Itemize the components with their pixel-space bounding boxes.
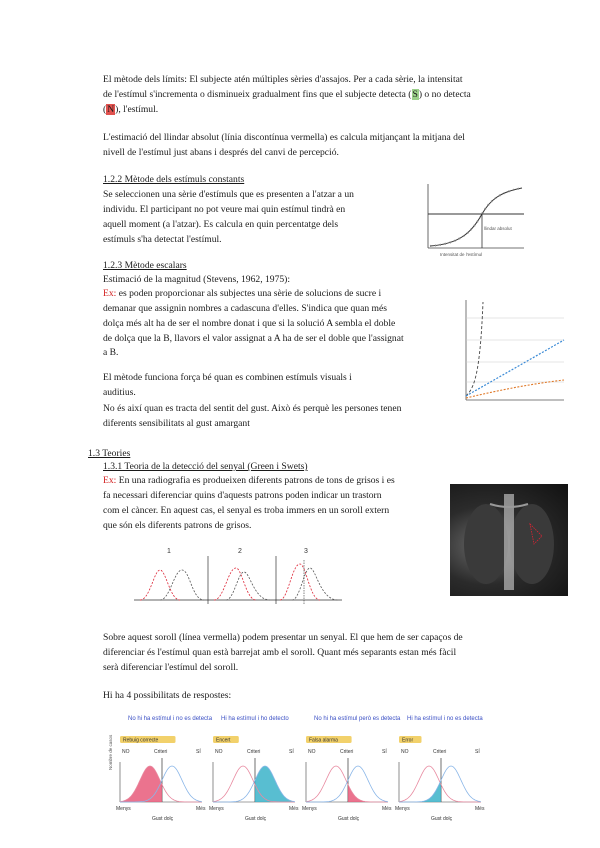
no-label: NO bbox=[308, 749, 316, 755]
theories-subheading: 1.3.1 Teoria de la detecció del senyal (Green i Swets) bbox=[103, 461, 308, 472]
constant-heading: 1.2.2 Mètode dels estímuls constants bbox=[103, 174, 245, 185]
intensity-label: Intensitat de l'estímul bbox=[440, 252, 483, 257]
handwritten-note: No hi ha estímul i no es detecta bbox=[128, 716, 213, 722]
sweet-axis-label: Gust dolç bbox=[245, 816, 267, 822]
constant-line-1: Se seleccionen una sèrie d'estímuls que es presenten a l'atzar a un bbox=[103, 189, 354, 200]
limits-text-b: ) o no detecta bbox=[418, 89, 471, 100]
scales-line-9: No és així quan es tracta del sentit del gust. Això és perquè les persones tenen bbox=[103, 403, 402, 414]
criterion-label: Criteri bbox=[154, 749, 168, 755]
sweet-axis-label: Gust dolç bbox=[338, 816, 360, 822]
constant-line-2: individu. El participant no pot veure mai quin estímul tindrà en bbox=[103, 204, 346, 215]
no-label: NO bbox=[122, 749, 130, 755]
less-label: Menys bbox=[209, 806, 224, 812]
panel-3-label: 3 bbox=[304, 548, 308, 555]
threshold-line-1: L'estimació del llindar absolut (línia discontínua vermella) es calcula mitjançant la mitjana del bbox=[103, 132, 465, 143]
panel-2-label: 2 bbox=[238, 548, 242, 555]
theories-line-1 bbox=[103, 473, 395, 489]
limits-line-2 bbox=[103, 87, 471, 103]
detect-mark: S bbox=[412, 89, 418, 100]
scales-text: es poden proporcionar als subjectes una sèrie de solucions de sucre i bbox=[116, 288, 382, 299]
less-label: Menys bbox=[395, 806, 410, 812]
example-label-2: Ex: bbox=[103, 475, 117, 486]
scales-line-6: a B. bbox=[103, 347, 119, 358]
less-label: Menys bbox=[116, 806, 131, 812]
limits-line-3 bbox=[103, 102, 158, 118]
response-tag: Rebuig correcte bbox=[123, 737, 159, 744]
scales-line-10: diferents sensibilitats al gust amargant bbox=[103, 418, 250, 429]
scales-heading: 1.2.3 Mètode escalars bbox=[103, 260, 187, 271]
threshold-line-2: nivell de l'estímul just abans i després del canvi de percepció. bbox=[103, 147, 339, 158]
limits-text: de l'estímul s'incrementa o disminueix gradualment fins que el subjecte detecta ( bbox=[103, 89, 412, 100]
theories-line-3: com el càncer. En aquest cas, el senyal es troba immers en un soroll extern bbox=[103, 505, 390, 516]
scales-line-4: dolça més alt ha de ser el nombre donat i que si la solució A sembla el doble bbox=[103, 318, 396, 329]
response-area bbox=[399, 780, 441, 802]
psychometric-figure bbox=[420, 180, 526, 260]
constant-line-3: aquell moment (a l'atzar). Es calcula en quin percentatge dels bbox=[103, 219, 339, 230]
yes-label: SÍ bbox=[475, 749, 480, 755]
yes-label: SÍ bbox=[289, 749, 294, 755]
more-label: Més bbox=[289, 806, 299, 812]
less-label: Menys bbox=[302, 806, 317, 812]
scales-line-5: de dolça que la B, llavors el valor assignat a A ha de ser el doble que l'assignat bbox=[103, 333, 404, 344]
yes-label: SÍ bbox=[196, 749, 201, 755]
limits-text-c: ), l'estímul. bbox=[115, 104, 159, 115]
panel-1-label: 1 bbox=[167, 548, 171, 555]
noise-line-2: diferenciar és l'estímul quan està barrejat amb el soroll. Quant més separants estan més fàcil bbox=[103, 647, 457, 658]
response-area bbox=[348, 785, 388, 803]
xray-image bbox=[450, 484, 568, 596]
handwritten-note: No hi ha estímul però es detecta bbox=[314, 716, 401, 722]
theories-heading: 1.3 Teories bbox=[88, 448, 131, 459]
scales-line-7: El mètode funciona força bé quan es combinen estímuls visuals i bbox=[103, 372, 352, 383]
criterion-label: Criteri bbox=[247, 749, 261, 755]
no-detect-mark: N bbox=[107, 104, 115, 115]
theories-line-2: fa necessari diferenciar quins d'aquests patrons poden indicar un trastorn bbox=[103, 490, 382, 501]
threshold-label: llindar absolut bbox=[484, 226, 512, 231]
more-label: Més bbox=[475, 806, 485, 812]
scales-line-2 bbox=[103, 286, 381, 302]
noise-line-1: Sobre aquest soroll (línea vermella) podem presentar un senyal. El que hem de ser capaços de bbox=[103, 632, 463, 643]
scales-line-1: Estimació de la magnitud (Stevens, 1962, 1975): bbox=[103, 274, 291, 285]
constant-line-4: estímuls s'ha detectat l'estímul. bbox=[103, 234, 222, 245]
theories-text: En una radiografia es produeixen diferents patrons de tons de grisos i es bbox=[116, 475, 395, 486]
more-label: Més bbox=[382, 806, 392, 812]
criterion-label: Criteri bbox=[433, 749, 447, 755]
scales-line-8: auditius. bbox=[103, 387, 136, 398]
no-label: NO bbox=[401, 749, 409, 755]
criterion-label: Criteri bbox=[340, 749, 354, 755]
sweet-axis-label: Gust dolç bbox=[431, 816, 453, 822]
response-tag: Encert bbox=[216, 737, 231, 744]
stevens-figure bbox=[460, 296, 566, 408]
yes-label: SÍ bbox=[382, 749, 387, 755]
responses-intro: Hi ha 4 possibilitats de respostes: bbox=[103, 690, 232, 701]
response-panel bbox=[209, 716, 299, 822]
response-panel bbox=[116, 716, 213, 822]
more-label: Més bbox=[196, 806, 206, 812]
response-area bbox=[255, 766, 295, 802]
theories-line-4: que són els diferents patrons de grisos. bbox=[103, 520, 252, 531]
noise-line-3: serà diferenciar l'estímul del soroll. bbox=[103, 662, 239, 673]
response-panel bbox=[395, 716, 485, 822]
response-tag: Falsa alarma bbox=[309, 737, 338, 744]
no-label: NO bbox=[215, 749, 223, 755]
handwritten-note: Hi ha estímul i ho detecto bbox=[221, 716, 289, 722]
scales-line-3: demanar que assignin nombres a cadascuna d'elles. S'indica que quan més bbox=[103, 303, 387, 314]
signal-noise-panels bbox=[130, 544, 346, 610]
responses-ylabel: Nombre de casos bbox=[108, 734, 113, 770]
example-label: Ex: bbox=[103, 288, 117, 299]
limits-line-1: El mètode dels límits: El subjecte atén múltiples sèries d'assajos. Per a cada sèrie, la intensitat bbox=[103, 74, 463, 85]
response-tag: Error bbox=[402, 737, 414, 744]
response-panel bbox=[302, 716, 401, 822]
sweet-axis-label: Gust dolç bbox=[152, 816, 174, 822]
response-panels bbox=[110, 710, 580, 830]
handwritten-note: Hi ha estímul i no es detecta bbox=[407, 716, 483, 722]
limits-paren: ( bbox=[103, 104, 107, 115]
